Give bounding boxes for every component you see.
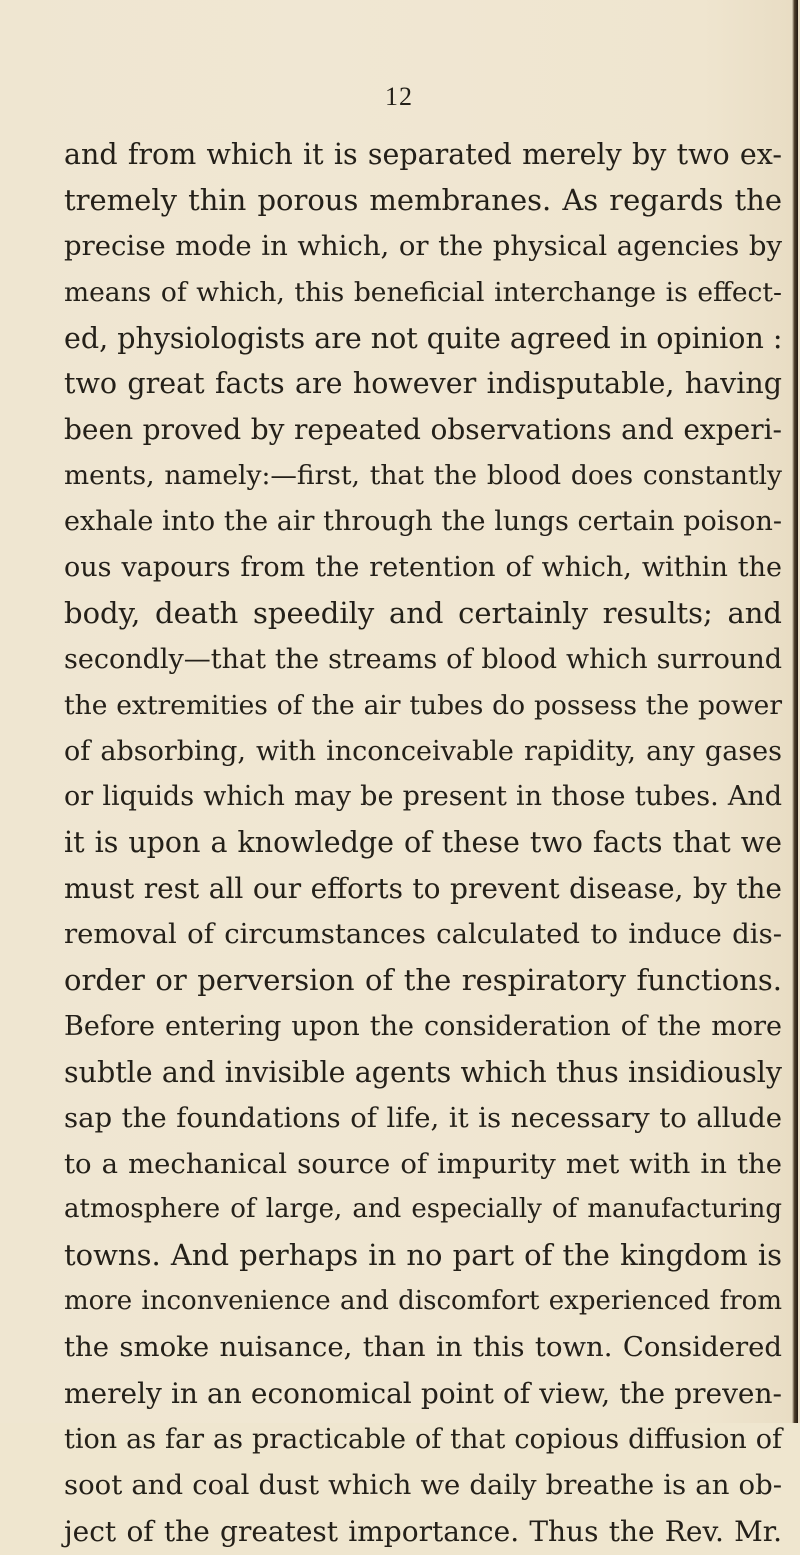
text-line: and from which it is separated merely by two ex- (64, 138, 782, 171)
page-number: 12 (385, 82, 413, 111)
text-line: means of which, this beneficial interchange is effect- (64, 276, 782, 308)
text-line: or liquids which may be present in those tubes. And (64, 781, 782, 813)
text-line: sap the foundations of life, it is necessary to allude (64, 1101, 782, 1134)
text-line: of absorbing, with inconceivable rapidity, any gases (64, 735, 782, 767)
text-line: merely in an economical point of view, the preven- (64, 1377, 782, 1411)
text-line: ed, physiologists are not quite agreed in opinion : (64, 321, 783, 355)
text-line: precise mode in which, or the physical agencies by (64, 229, 782, 262)
text-line: atmosphere of large, and especially of manufacturing (64, 1194, 782, 1225)
text-line: the extremities of the air tubes do possess the power (64, 689, 782, 721)
body-text (64, 132, 782, 1555)
text-line: it is upon a knowledge of these two facts that we (64, 826, 782, 860)
text-line: to a mechanical source of impurity met with in the (64, 1147, 782, 1180)
text-line: been proved by repeated observations and experi- (64, 413, 782, 447)
text-line: more inconvenience and discomfort experienced from (64, 1286, 782, 1317)
text-line: ous vapours from the retention of which, within the (64, 552, 782, 584)
text-line: the smoke nuisance, than in this town. Considered (64, 1331, 782, 1364)
text-line: Before entering upon the consideration of the more (64, 1010, 782, 1042)
text-line: ject of the greatest importance. Thus the Rev. Mr. (64, 1514, 782, 1548)
text-line: order or perversion of the respiratory functions. (64, 963, 782, 998)
page-edge-shadow (792, 0, 798, 1423)
text-line: tremely thin porous membranes. As regards the (64, 182, 782, 217)
text-line: exhale into the air through the lungs certain poison- (64, 506, 782, 538)
text-line: body, death speedily and certainly results; and (64, 595, 782, 630)
text-line: two great facts are however indisputable, having (64, 367, 782, 401)
text-line: soot and coal dust which we daily breathe is an ob- (64, 1468, 782, 1501)
text-line: tion as far as practicable of that copious diffusion of (64, 1423, 782, 1455)
text-line: must rest all our efforts to prevent disease, by the (64, 872, 782, 906)
text-line: ments, namely:—first, that the blood does constantly (64, 460, 782, 492)
text-line: secondly—that the streams of blood which surround (64, 643, 782, 675)
text-line: towns. And perhaps in no part of the kingdom is (64, 1238, 782, 1273)
text-line: removal of circumstances calculated to induce dis- (64, 918, 782, 951)
text-line: subtle and invisible agents which thus insidiously (64, 1055, 782, 1089)
